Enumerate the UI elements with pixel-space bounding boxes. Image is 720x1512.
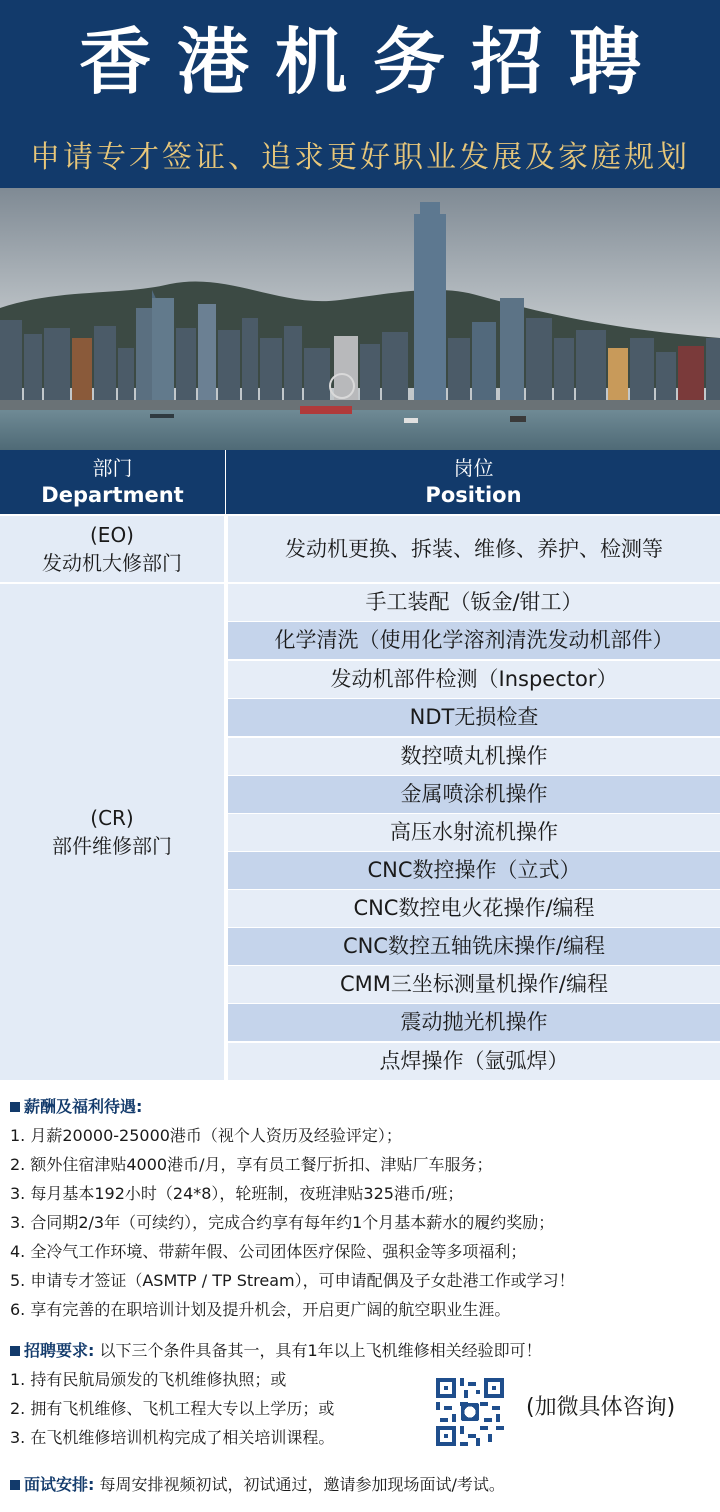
position-row: NDT无损检查 bbox=[228, 699, 720, 736]
header-position-cn: 岗位 bbox=[453, 456, 494, 480]
dept-eo-cell bbox=[0, 516, 226, 582]
requirements-heading: 招聘要求: bbox=[24, 1341, 95, 1360]
position-row: CNC数控电火花操作/编程 bbox=[228, 890, 720, 927]
position-row: 高压水射流机操作 bbox=[228, 814, 720, 851]
benefit-item: 2. 额外住宿津贴4000港币/月，享有员工餐厅折扣、津贴厂车服务； bbox=[10, 1155, 493, 1174]
header-position-en: Position bbox=[425, 483, 522, 507]
interview-text: 每周安排视频初试，初试通过，邀请参加现场面试/考试。 bbox=[99, 1475, 505, 1494]
table-header bbox=[0, 450, 720, 514]
position-row: 数控喷丸机操作 bbox=[228, 738, 720, 775]
requirements-intro: 以下三个条件具备其一，具有1年以上飞机维修相关经验即可！ bbox=[99, 1341, 542, 1360]
header-banner bbox=[0, 0, 720, 188]
benefit-item: 3. 每月基本192小时（24*8），轮班制，夜班津贴325港币/班； bbox=[10, 1184, 464, 1203]
benefit-item: 3. 合同期2/3年（可续约），完成合约享有每年约1个月基本薪水的履约奖励； bbox=[10, 1213, 555, 1232]
requirement-item: 2. 拥有飞机维修、飞机工程大专以上学历；或 bbox=[10, 1399, 335, 1418]
position-row: 点焊操作（氩弧焊） bbox=[228, 1043, 720, 1080]
page-subtitle: 申请专才签证、追求更好职业发展及家庭规划 bbox=[30, 140, 690, 175]
square-bullet-icon bbox=[10, 1346, 20, 1356]
header-department bbox=[0, 450, 226, 514]
qr-note: (加微具体咨询) bbox=[526, 1395, 676, 1420]
interview-section bbox=[10, 1470, 710, 1499]
position-row: 震动抛光机操作 bbox=[228, 1004, 720, 1041]
requirement-item: 1. 持有民航局颁发的飞机维修执照；或 bbox=[10, 1370, 287, 1389]
benefit-item: 1. 月薪20000-25000港币（视个人资历及经验评定）； bbox=[10, 1126, 402, 1145]
requirements-heading-line bbox=[10, 1336, 710, 1365]
dept-cr-name: 部件维修部门 bbox=[52, 834, 172, 858]
benefit-item: 6. 享有完善的在职培训计划及提升机会，开启更广阔的航空职业生涯。 bbox=[10, 1300, 511, 1319]
hong-kong-skyline-photo bbox=[0, 188, 720, 450]
position-row: CMM三坐标测量机操作/编程 bbox=[228, 966, 720, 1003]
position-row: CNC数控五轴铣床操作/编程 bbox=[228, 928, 720, 965]
benefits-heading-line bbox=[10, 1092, 710, 1121]
square-bullet-icon bbox=[10, 1480, 20, 1490]
dept-eo-name: 发动机大修部门 bbox=[42, 551, 182, 575]
benefits-heading: 薪酬及福利待遇: bbox=[24, 1097, 143, 1116]
position-row: 化学清洗（使用化学溶剂清洗发动机部件） bbox=[228, 622, 720, 659]
page-title: 香港机务招聘 bbox=[78, 19, 667, 104]
benefits-section bbox=[10, 1092, 710, 1324]
interview-heading: 面试安排: bbox=[24, 1475, 95, 1494]
wechat-qr-code-icon[interactable] bbox=[436, 1378, 504, 1446]
header-department-en: Department bbox=[41, 483, 184, 507]
benefit-item: 5. 申请专才签证（ASMTP / TP Stream），可申请配偶及子女赴港工作或学习！ bbox=[10, 1271, 575, 1290]
dept-eo-code: (EO) bbox=[90, 523, 134, 547]
skyline-illustration bbox=[0, 188, 720, 450]
square-bullet-icon bbox=[10, 1102, 20, 1112]
dept-cr-cell bbox=[0, 584, 226, 1080]
position-row: 手工装配（钣金/钳工） bbox=[228, 584, 720, 621]
header-position bbox=[227, 450, 720, 514]
dept-cr-code: (CR) bbox=[90, 806, 134, 830]
benefit-item: 4. 全冷气工作环境、带薪年假、公司团体医疗保险、强积金等多项福利； bbox=[10, 1242, 527, 1261]
position-eo: 发动机更换、拆装、维修、养护、检测等 bbox=[228, 516, 720, 582]
position-row: 发动机部件检测（Inspector） bbox=[228, 661, 720, 698]
header-department-cn: 部门 bbox=[92, 456, 133, 480]
requirement-item: 3. 在飞机维修培训机构完成了相关培训课程。 bbox=[10, 1428, 335, 1447]
position-row: CNC数控操作（立式） bbox=[228, 852, 720, 889]
position-row: 金属喷涂机操作 bbox=[228, 776, 720, 813]
